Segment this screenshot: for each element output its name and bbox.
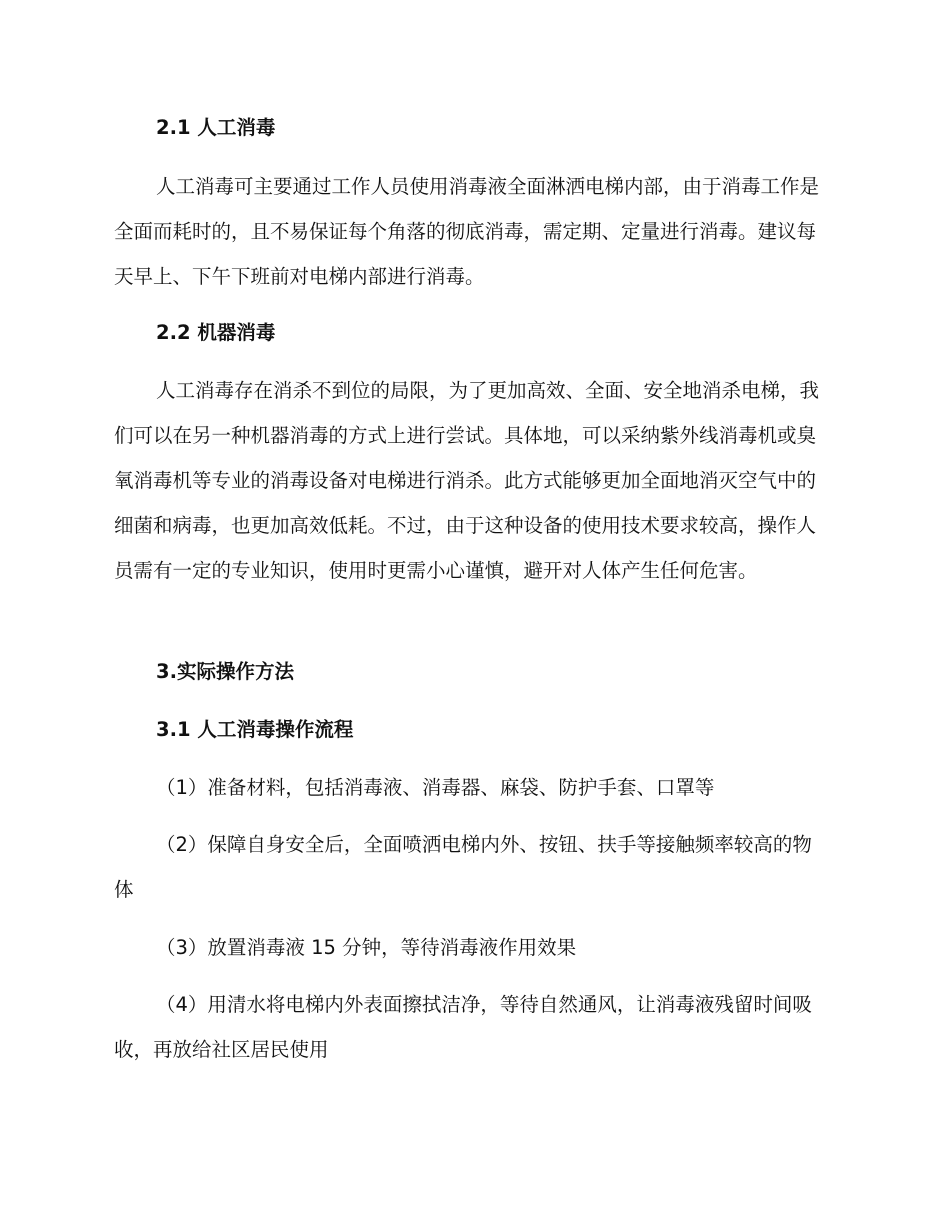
step-item-2: （2）保障自身安全后，全面喷洒电梯内外、按钮、扶手等接触频率较高的物体 [114,833,812,901]
step-item-4: （4）用清水将电梯内外表面擦拭洁净，等待自然通风，让消毒液残留时间吸收，再放给社区居民使用 [114,993,812,1061]
paragraph-machine-disinfection: 人工消毒存在消杀不到位的局限，为了更加高效、全面、安全地消杀电梯，我们可以在另一种机器消毒的方式上进行尝试。具体地，可以采纳紫外线消毒机或臭氧消毒机等专业的消毒设备对电梯进行消杀。此方式能够更加全面地消灭空气中的细菌和病毒，也更加高效低耗。不过，由于这种设备的使用技术要求较高，操作人员需有一定的专业知识，使用时更需小心谨慎，避开对人体产生任何危害。 [114,379,820,582]
step-item-3: （3）放置消毒液 15 分钟，等待消毒液作用效果 [156,936,577,959]
section-heading-3-1: 3.1 人工消毒操作流程 [156,718,354,741]
step-item-1: （1）准备材料，包括消毒液、消毒器、麻袋、防护手套、口罩等 [156,776,715,799]
paragraph-manual-disinfection: 人工消毒可主要通过工作人员使用消毒液全面淋洒电梯内部，由于消毒工作是全面而耗时的，且不易保证每个角落的彻底消毒，需定期、定量进行消毒。建议每天早上、下午下班前对电梯内部进行消毒。 [114,175,820,288]
section-heading-3: 3.实际操作方法 [156,660,294,683]
section-heading-2-1: 2.1 人工消毒 [156,116,276,139]
section-heading-2-2: 2.2 机器消毒 [156,321,276,344]
